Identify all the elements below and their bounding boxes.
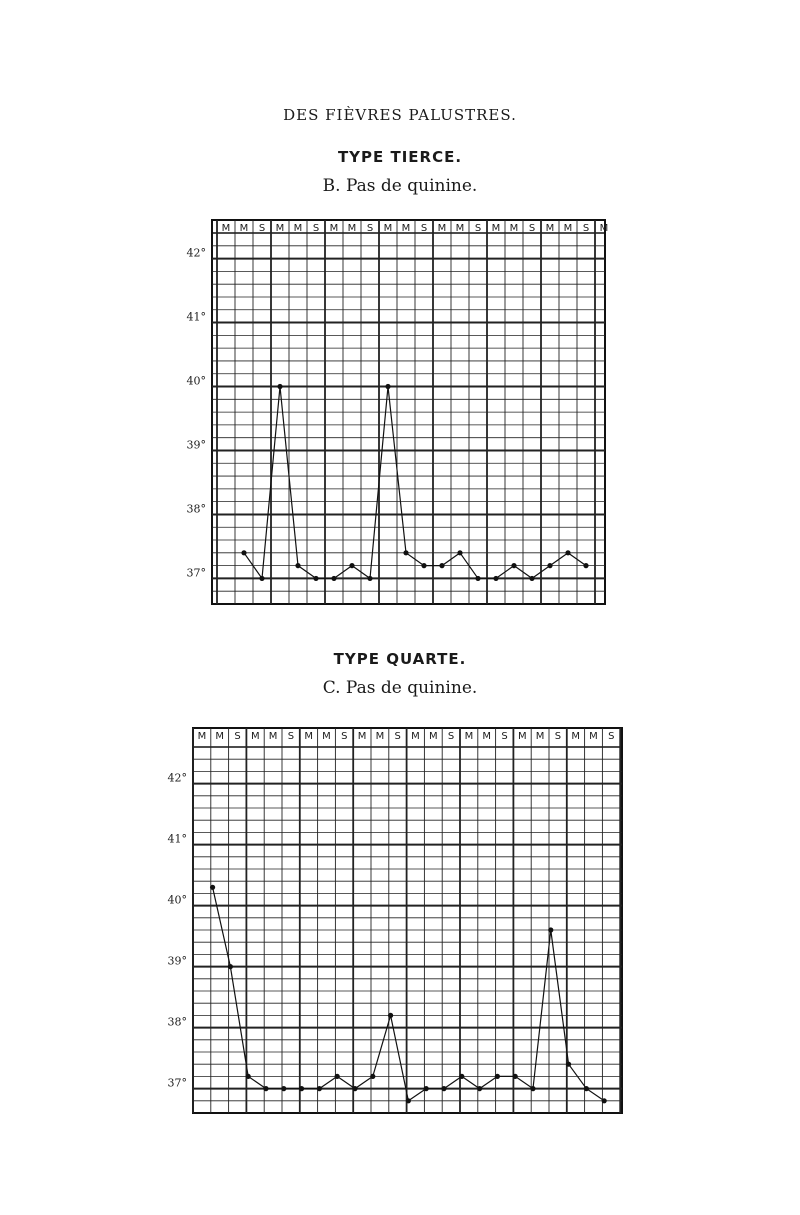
data-point xyxy=(241,550,246,555)
column-label: M xyxy=(428,731,438,742)
data-point xyxy=(457,550,462,555)
column-label: S xyxy=(608,731,615,742)
data-point xyxy=(439,563,444,568)
data-point xyxy=(385,384,390,389)
data-point xyxy=(566,1062,571,1067)
chart-title-tierce: TYPE TIERCE. xyxy=(337,148,463,166)
y-tick-label: 37° xyxy=(167,1076,187,1090)
data-point xyxy=(441,1086,446,1091)
data-point xyxy=(421,563,426,568)
data-point xyxy=(299,1086,304,1091)
column-label: M xyxy=(239,223,249,234)
data-point xyxy=(210,885,215,890)
column-label: M xyxy=(482,731,492,742)
data-point xyxy=(511,563,516,568)
column-label: M xyxy=(215,731,225,742)
column-label: S xyxy=(474,223,482,234)
column-label: M xyxy=(455,223,465,234)
data-point xyxy=(246,1074,251,1079)
temperature-line xyxy=(213,887,605,1101)
column-label: M xyxy=(329,223,339,234)
column-label: M xyxy=(275,223,285,234)
column-label: M xyxy=(563,223,573,234)
column-label: M xyxy=(571,731,581,742)
y-tick-label: 41° xyxy=(186,310,206,324)
y-tick-label: 42° xyxy=(167,771,187,785)
column-label: M xyxy=(250,731,260,742)
data-point xyxy=(602,1098,607,1103)
data-point xyxy=(370,1074,375,1079)
column-label: M xyxy=(197,731,207,742)
column-label: S xyxy=(554,731,562,742)
column-label: S xyxy=(312,223,320,234)
chart-tierce xyxy=(187,220,609,604)
column-label: S xyxy=(582,223,590,234)
running-head: DES FIÈVRES PALUSTRES. xyxy=(283,106,517,124)
y-tick-label: 40° xyxy=(167,893,187,907)
data-point xyxy=(313,576,318,581)
column-label: M xyxy=(535,731,545,742)
column-label: M xyxy=(509,223,519,234)
data-point xyxy=(388,1013,393,1018)
data-point xyxy=(477,1086,482,1091)
y-tick-label: 39° xyxy=(186,438,206,452)
y-tick-label: 38° xyxy=(167,1015,187,1029)
column-label: M xyxy=(401,223,411,234)
column-label: M xyxy=(464,731,474,742)
chart-subtitle-tierce: B. Pas de quinine. xyxy=(322,176,478,196)
data-point xyxy=(295,563,300,568)
data-point xyxy=(529,576,534,581)
y-tick-label: 37° xyxy=(186,566,206,580)
data-point xyxy=(349,563,354,568)
data-point xyxy=(583,563,588,568)
data-point xyxy=(352,1086,357,1091)
column-label: M xyxy=(304,731,314,742)
column-label: S xyxy=(447,731,455,742)
column-label: S xyxy=(501,731,508,742)
data-point xyxy=(406,1098,411,1103)
column-label: M xyxy=(491,223,501,234)
column-label: M xyxy=(383,223,393,234)
data-point xyxy=(530,1086,535,1091)
column-label: S xyxy=(420,223,428,234)
data-point xyxy=(547,563,552,568)
column-label: S xyxy=(528,223,536,234)
data-point xyxy=(424,1086,429,1091)
data-point xyxy=(367,576,372,581)
data-point xyxy=(475,576,480,581)
column-label: M xyxy=(375,731,385,742)
data-point xyxy=(259,576,264,581)
column-label: S xyxy=(341,731,348,742)
data-point xyxy=(584,1086,589,1091)
data-point xyxy=(277,384,282,389)
y-tick-label: 39° xyxy=(167,954,187,968)
data-point xyxy=(263,1086,268,1091)
column-label: S xyxy=(287,731,295,742)
data-point xyxy=(331,576,336,581)
data-point xyxy=(548,927,553,932)
chart-quarte xyxy=(168,728,623,1113)
column-label: M xyxy=(589,731,598,742)
y-tick-label: 40° xyxy=(186,374,206,388)
data-point xyxy=(403,550,408,555)
data-point xyxy=(513,1074,518,1079)
data-point xyxy=(335,1074,340,1079)
column-label: S xyxy=(234,731,241,742)
data-point xyxy=(459,1074,464,1079)
y-tick-label: 42° xyxy=(186,246,206,260)
data-point xyxy=(493,576,498,581)
y-tick-label: 38° xyxy=(186,502,206,516)
column-label: M xyxy=(411,731,420,742)
data-point xyxy=(495,1074,500,1079)
column-label: M xyxy=(322,731,331,742)
column-label: M xyxy=(517,731,527,742)
column-label: M xyxy=(268,731,278,742)
column-label: S xyxy=(258,223,266,234)
column-label: S xyxy=(394,731,401,742)
column-label: M xyxy=(347,223,357,234)
chart-subtitle-quarte: C. Pas de quinine. xyxy=(322,678,478,698)
column-label: S xyxy=(366,223,374,234)
data-point xyxy=(317,1086,322,1091)
data-point xyxy=(281,1086,286,1091)
column-label: M xyxy=(545,223,555,234)
data-point xyxy=(228,964,233,969)
chart-title-quarte: TYPE QUARTE. xyxy=(333,650,467,668)
y-tick-label: 41° xyxy=(167,832,187,846)
column-label: M xyxy=(293,223,303,234)
column-label: M xyxy=(599,223,609,234)
column-label: M xyxy=(221,223,231,234)
column-label: M xyxy=(437,223,447,234)
column-label: M xyxy=(357,731,367,742)
data-point xyxy=(565,550,570,555)
